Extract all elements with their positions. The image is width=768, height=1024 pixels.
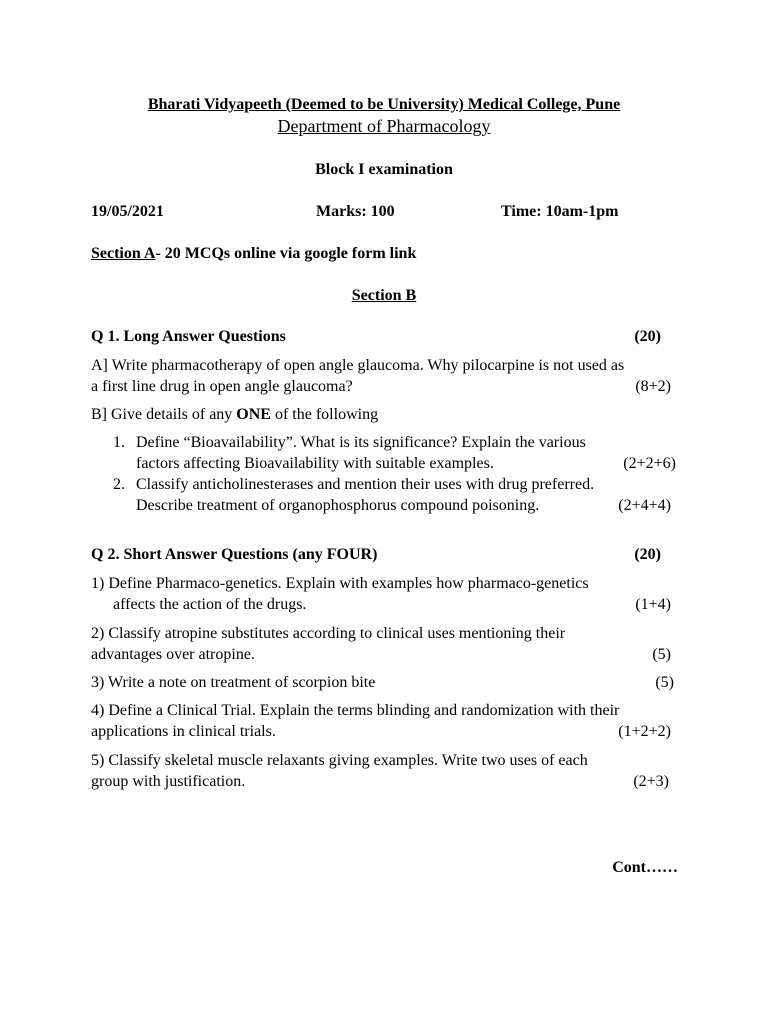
q1-a-line1: A] Write pharmacotherapy of open angle glaucoma. Why pilocarpine is not used as — [91, 357, 625, 374]
q2-item2-marks: (5) — [652, 646, 671, 663]
q1-item2-num: 2. — [113, 476, 125, 493]
q1-marks: (20) — [634, 328, 661, 345]
q2-item3-marks: (5) — [655, 674, 674, 691]
q2-item2-line1: 2) Classify atropine substitutes according to clinical uses mentioning their — [91, 625, 566, 642]
q2-marks: (20) — [634, 546, 661, 563]
q1-a-marks: (8+2) — [635, 378, 671, 395]
college-title: Bharati Vidyapeeth (Deemed to be University) Medical College, Pune — [147, 96, 621, 113]
q1-item2-marks: (2+4+4) — [618, 497, 671, 514]
exam-marks: Marks: 100 — [316, 203, 395, 220]
q1-b-pre: B] Give details of any — [91, 406, 237, 423]
section-a — [91, 244, 416, 264]
q1-b-bold: ONE — [236, 406, 271, 423]
exam-time: Time: 10am-1pm — [501, 203, 619, 220]
q2-item4-line1: 4) Define a Clinical Trial. Explain the terms blinding and randomization with their — [91, 702, 620, 719]
q1-item2-line2: Describe treatment of organophosphorus compound poisoning. — [136, 497, 540, 514]
q2-item5-line2: group with justification. — [91, 773, 246, 790]
q1-item1-num: 1. — [113, 434, 125, 451]
q2-item1-line2: affects the action of the drugs. — [113, 596, 307, 613]
section-a-text: - 20 MCQs online via google form link — [155, 245, 417, 262]
section-a-label: Section A — [91, 245, 156, 262]
q2-item5-marks: (2+3) — [633, 773, 669, 790]
q2-title: Q 2. Short Answer Questions (any FOUR) — [91, 546, 378, 563]
q2-item2-line2: advantages over atropine. — [91, 646, 255, 663]
q2-item5-line1: 5) Classify skeletal muscle relaxants giving examples. Write two uses of each — [91, 752, 588, 769]
q1-item1-marks: (2+2+6) — [623, 455, 676, 472]
q1-item2-line1: Classify anticholinesterases and mention their uses with drug preferred. — [136, 476, 595, 493]
q2-item4-marks: (1+2+2) — [618, 723, 671, 740]
q1-item1-line1: Define “Bioavailability”. What is its significance? Explain the various — [136, 434, 586, 451]
q1-a-line2: a first line drug in open angle glaucoma? — [91, 378, 353, 395]
exam-title: Block I examination — [315, 161, 453, 178]
department-title: Department of Pharmacology — [277, 116, 491, 136]
q2-item3-line1: 3) Write a note on treatment of scorpion bite — [91, 674, 376, 691]
section-b-label: Section B — [351, 287, 417, 304]
q1-b-line — [91, 405, 378, 425]
q2-item1-marks: (1+4) — [635, 596, 671, 613]
q2-item1-line1: 1) Define Pharmaco-genetics. Explain with examples how pharmaco-genetics — [91, 575, 589, 592]
continued-label: Cont…… — [612, 859, 678, 876]
q2-item4-line2: applications in clinical trials. — [91, 723, 276, 740]
exam-date: 19/05/2021 — [91, 203, 164, 220]
q1-b-post: of the following — [270, 406, 379, 423]
q1-title: Q 1. Long Answer Questions — [91, 328, 286, 345]
q1-item1-line2: factors affecting Bioavailability with suitable examples. — [136, 455, 494, 472]
